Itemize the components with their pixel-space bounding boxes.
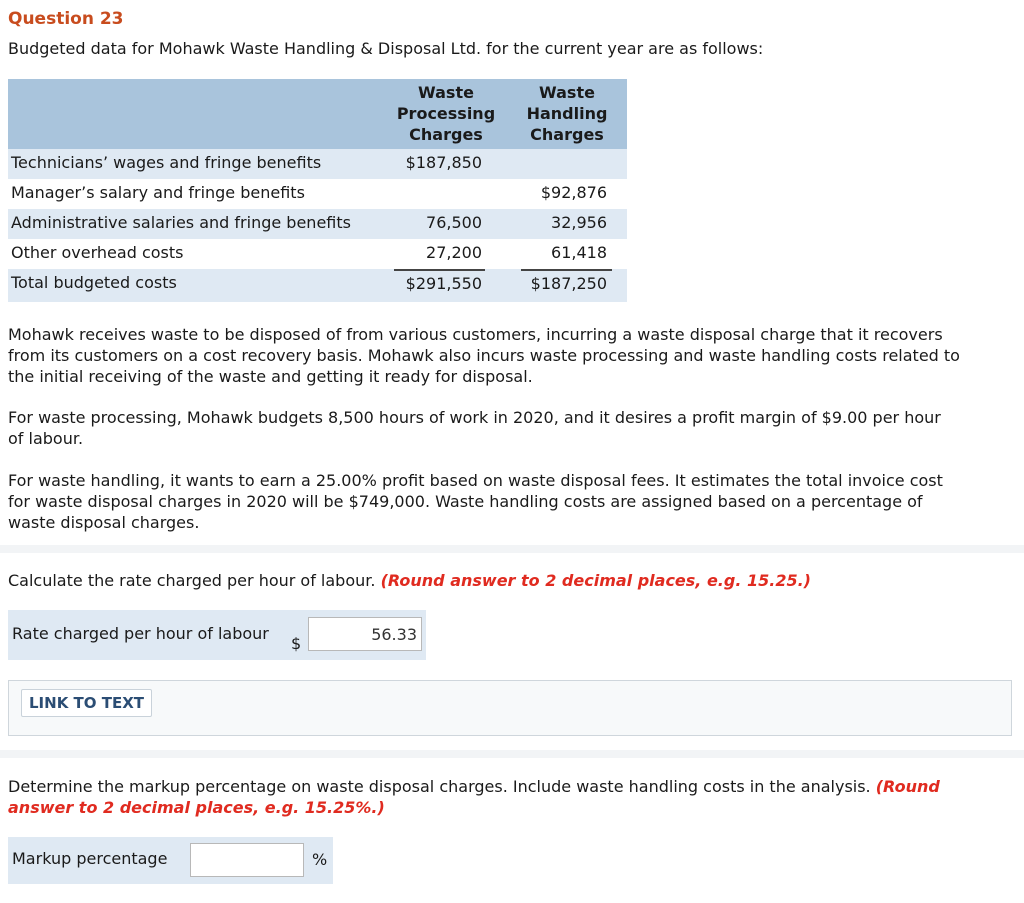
- text-line: the initial receiving of the waste and getting it ready for disposal.: [8, 367, 533, 386]
- handling-value: 61,418: [551, 243, 607, 262]
- header-line: Charges: [530, 125, 604, 144]
- currency-symbol: $: [291, 634, 302, 653]
- part1-answer-row: [8, 610, 426, 660]
- processing-value: $187,850: [405, 153, 482, 172]
- row-label: Administrative salaries and fringe benefits: [11, 213, 351, 232]
- processing-value: 76,500: [426, 213, 482, 232]
- row-label: Technicians’ wages and fringe benefits: [11, 153, 322, 172]
- section-divider: [0, 750, 1024, 758]
- part1-rounding-hint: (Round answer to 2 decimal places, e.g. 15.25.): [380, 571, 811, 590]
- handling-value: $92,876: [540, 183, 607, 202]
- text-line: of labour.: [8, 429, 84, 448]
- total-underline: [521, 269, 612, 271]
- link-to-text-button[interactable]: LINK TO TEXT: [21, 689, 152, 717]
- part1-question-text: Calculate the rate charged per hour of labour.: [8, 571, 376, 590]
- row-label: Other overhead costs: [11, 243, 184, 262]
- rate-label: Rate charged per hour of labour: [12, 624, 269, 643]
- header-line: Waste: [539, 83, 595, 102]
- handling-value: 32,956: [551, 213, 607, 232]
- markup-label: Markup percentage: [12, 849, 168, 868]
- text-line: for waste disposal charges in 2020 will be $749,000. Waste handling costs are assigned based on a percentage of: [8, 492, 923, 511]
- percent-symbol: %: [312, 850, 328, 869]
- processing-value: 27,200: [426, 243, 482, 262]
- part2-rounding-hint: answer to 2 decimal places, e.g. 15.25%.): [8, 798, 385, 817]
- header-line: Waste: [418, 83, 474, 102]
- section-divider: [0, 545, 1024, 553]
- table-header: [8, 79, 627, 149]
- table-row: [8, 209, 627, 239]
- table-row: [8, 239, 627, 269]
- part1-prompt: [8, 570, 811, 591]
- header-line: Processing: [396, 104, 496, 123]
- link-panel: [8, 680, 1012, 736]
- text-line: from its customers on a cost recovery basis. Mohawk also incurs waste processing and waste handling costs related to: [8, 346, 960, 365]
- text-line: Mohawk receives waste to be disposed of from various customers, incurring a waste disposal charge that it recovers: [8, 325, 943, 344]
- paragraph-waste-handling: [8, 470, 943, 533]
- text-line: For waste processing, Mohawk budgets 8,500 hours of work in 2020, and it desires a profit margin of $9.00 per hour: [8, 408, 941, 427]
- table-row-total: [8, 269, 627, 302]
- processing-total: $291,550: [405, 274, 482, 293]
- header-line: Charges: [409, 125, 483, 144]
- part2-rounding-hint: (Round: [875, 777, 940, 796]
- rate-input[interactable]: [308, 617, 422, 651]
- part2-prompt: [8, 776, 940, 818]
- table-row: [8, 149, 627, 179]
- header-line: Handling: [526, 104, 608, 123]
- header-waste-handling: [517, 82, 617, 145]
- table-row: [8, 179, 627, 209]
- text-line: For waste handling, it wants to earn a 25.00% profit based on waste disposal fees. It estimates the total invoice cost: [8, 471, 943, 490]
- question-title: Question 23: [8, 9, 124, 29]
- row-label: Manager’s salary and fringe benefits: [11, 183, 305, 202]
- question-intro: Budgeted data for Mohawk Waste Handling & Disposal Ltd. for the current year are as follows:: [8, 39, 764, 58]
- row-label: Total budgeted costs: [11, 273, 177, 292]
- total-underline: [394, 269, 485, 271]
- handling-total: $187,250: [530, 274, 607, 293]
- part2-answer-row: [8, 837, 333, 884]
- budget-table: [8, 79, 627, 302]
- paragraph-waste-processing: [8, 407, 941, 449]
- markup-input[interactable]: [190, 843, 304, 877]
- part2-question-text: Determine the markup percentage on waste disposal charges. Include waste handling costs in the analysis.: [8, 777, 871, 796]
- header-waste-processing: [394, 82, 498, 145]
- paragraph-waste-disposal: [8, 324, 960, 387]
- text-line: waste disposal charges.: [8, 513, 200, 532]
